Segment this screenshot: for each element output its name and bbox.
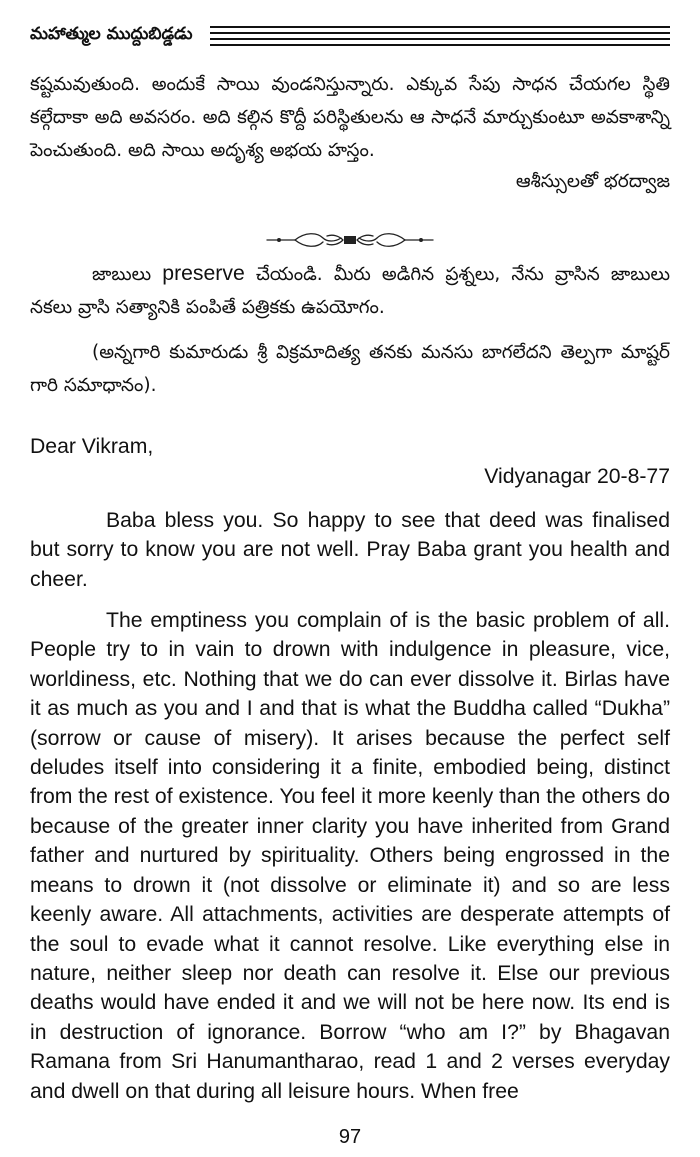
- note-latin-word: preserve: [162, 262, 245, 285]
- note-context: (అన్నగారి కుమారుడు శ్రీ విక్రమాదిత్య తనకు మనసు బాగలేదని తెల్పగా మాష్టర్ గారి సమాధానం).: [30, 342, 670, 396]
- telugu-notes: [30, 258, 670, 402]
- note-preserve: [30, 258, 670, 324]
- place-date: Vidyanagar 20-8-77: [484, 465, 670, 489]
- page-number: 97: [338, 1126, 362, 1148]
- letter-paragraph-2: The emptiness you complain of is the basic problem of all. People try to in vain to drown with indulgence in pleasure, vice, worldiness, etc. Nothing that we do can ever dissolve it. Birlas have it as much as you and I and that is what the Buddha called “Dukha” (sorrow or cause of misery). It arises because the perfect self deludes itself into considering it a finite, embodied being, distinct from the rest of existence. You feel it more keenly than the others do because of the greater inner clarity you have inherited from Grand father and nurtured by spirituality. Others being engrossed in the means to drown it (not dissolve or eliminate it) and so are less keenly aware. All attachments, activities are desperate attempts of the soul to evade what it cannot resolve. Like everything else in nature, neither sleep nor death can resolve it. Else our previous deaths would have ended it and we will not be here now. Its end is in destruction of ignorance. Borrow “who am I?” by Bhagavan Ramana from Sri Hanumantharao, read 1 and 2 verses everyday and dwell on that during all leisure hours. When free: [30, 609, 670, 1103]
- note-text-after: చేయండి. మీరు అడిగిన ప్రశ్నలు, నేను వ్రాసిన జాబులు నకలు వ్రాసి సత్యానికి పంపితే పత్రికకు ఉపయోగం.: [30, 264, 670, 318]
- telugu-paragraph: కష్టమవుతుంది. అందుకే సాయి వుండనిస్తున్నారు. ఎక్కువ సేపు సాధన చేయగల స్థితి కల్గేదాకా అది అవసరం. అది కల్గిన కొద్దీ పరిస్థితులను ఆ సాధనే మార్చుకుంటూ అవకాశాన్ని పెంచుతుంది. అది సాయి అదృశ్య అభయ హస్తం.: [30, 74, 670, 161]
- telugu-signature: ఆశీస్సులతో భరద్వాజ: [515, 171, 670, 192]
- header-title: మహాత్ముల ముద్దుబిడ్డడు: [30, 24, 193, 44]
- header-rules: [210, 26, 670, 50]
- letter-paragraph-1: Baba bless you. So happy to see that deed was finalised but sorry to know you are not well. Pray Baba grant you health and cheer.: [30, 508, 670, 591]
- running-header: [30, 22, 670, 52]
- salutation: Dear Vikram,: [30, 435, 154, 458]
- english-letter: [30, 432, 670, 1106]
- note-text-before: జాబులు: [92, 264, 163, 285]
- ornament-divider: [265, 228, 435, 252]
- telugu-letter-ending: [30, 68, 670, 196]
